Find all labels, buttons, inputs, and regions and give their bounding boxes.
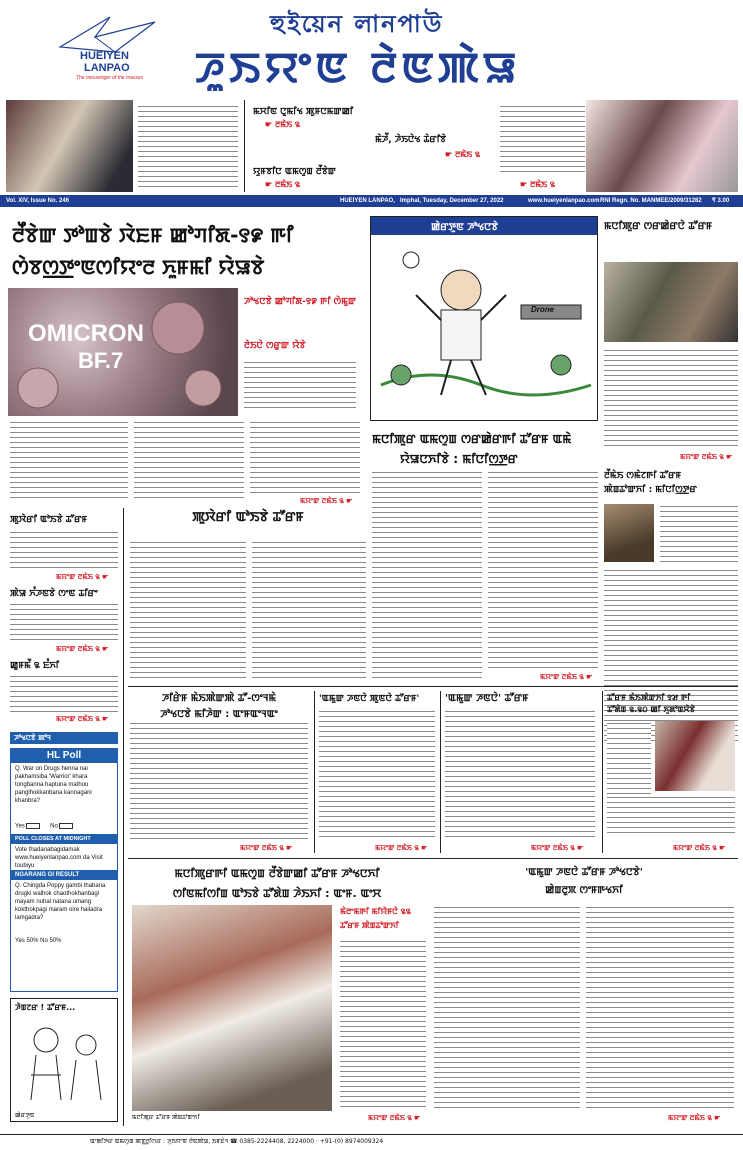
right-top-headline: ꯃꯅꯤꯄꯨꯔ ꯁꯔꯀꯥꯔꯅꯥ ꯊꯧꯔꯝ [604,221,713,232]
mid-left-body-1 [130,540,246,680]
cartoon-banner [371,217,597,235]
dateline-vol: Vol. XIV, Issue No. 246 [6,198,70,204]
hl-poll [10,748,118,992]
teaser-4-text [500,104,585,174]
story-4-head-1: ꯊꯧꯔꯝ ꯃꯥꯏꯄꯥꯛꯈꯤ ꯱꯷ ꯒꯤ [607,693,691,702]
story-2-body [319,709,435,839]
poll-options [11,821,117,832]
bottom-caption: ꯃꯅꯤꯄꯨꯔ ꯊꯧꯔꯝ ꯄꯥꯡꯊꯣꯛꯈꯤ [132,1114,200,1121]
mid-left-headline [130,508,366,538]
lead-headline-2: ꯁꯥꯕꯁ꯭ꯇꯦꯟꯁꯤꯌꯦꯂ ꯈꯨꯝꯃꯤ ꯌꯥꯎꯕꯥ [12,255,265,279]
bottom-mid-head-2: ꯊꯧꯔꯝ ꯄꯥꯡꯊꯣꯛꯈꯤ [340,921,399,930]
right-top-more: ꯃꯌꯦꯛ ꯂꯃꯥꯏ ꯲ ☛ [680,452,733,461]
bottom-right-more: ꯃꯌꯦꯛ ꯂꯃꯥꯏ ꯲ ☛ [668,1113,721,1122]
poll-result-title: NGARANG GI RESULT [11,870,117,880]
bottom-right-head-1: 'ꯑꯃꯨꯛ ꯍꯟꯅꯥ ꯊꯧꯔꯝ ꯍꯣꯠꯅꯕꯥ' [525,867,643,878]
brief-1-headline: ꯄꯨꯋꯥꯔꯤ ꯑꯣꯏꯕꯥ ꯊꯧꯔꯝ [10,515,88,525]
left-column [6,508,124,1126]
logo-name-2: LANPAO [84,62,130,74]
lead-body-3 [250,420,360,496]
teaser-4-page: ☛ ꯂꯃꯥꯏ ꯲ [520,179,555,189]
brief-3-headline: ꯀꯨꯝꯃꯩ ꯲ ꯐꯪꯈꯤ [10,661,60,671]
bottom-right-body-1 [434,905,580,1111]
story-4-head-2: ꯊꯧꯗꯥꯡ ꯲.꯲꯰ ꯀꯤ ꯈꯨꯗꯣꯡꯆꯥꯕꯥ [607,705,695,714]
story-2 [314,691,436,853]
bottom-right-head-2: ꯀꯥꯡꯂꯨꯞ ꯁꯦꯝꯒꯠꯈꯤ [545,885,623,896]
story-3-more: ꯃꯌꯦꯛ ꯂꯃꯥꯏ ꯲ ☛ [531,843,584,852]
left-cartoon-drawing [11,1015,117,1111]
dateline-price: ₹ 3.00 [712,198,730,204]
omicron-variant: BF.7 [78,348,124,373]
logo-tagline: The messenger of the masses [76,75,144,81]
logo-name: HUEIYEN [80,50,129,62]
teaser-box-1 [244,100,492,192]
bottom-mid-more: ꯃꯌꯦꯛ ꯂꯃꯥꯏ ꯲ ☛ [368,1113,421,1122]
mid-left-body-2 [252,540,366,680]
poll-result-values: Yes 50% No 50% [15,937,62,944]
brief-2-headline: ꯄꯥꯎ ꯈꯪꯍꯟꯕꯥ ꯁꯦꯟ ꯊꯤꯔꯦ [10,589,98,599]
brief-3-more: ꯃꯌꯦꯛ ꯂꯃꯥꯏ ꯲ ☛ [56,714,109,723]
top-left-photo [6,100,133,192]
story-1 [130,691,308,853]
teaser-3-text: ꯌꯨꯝꯕꯤꯅ ꯑꯃꯁꯨꯡ ꯂꯩꯕꯥꯛ [253,167,336,177]
story-4-photo [655,721,735,791]
center-headline-2: ꯌꯥꯎꯅꯈꯤꯕꯥ : ꯃꯤꯅꯤꯁ꯭ꯇꯔ [400,452,518,466]
dateline-web: www.hueiyenlanpao.com [528,198,600,204]
center-body-1 [372,470,482,678]
brief-2-more: ꯃꯌꯦꯛ ꯂꯃꯥꯏ ꯲ ☛ [56,644,109,653]
story-4-more: ꯃꯌꯦꯛ ꯂꯃꯥꯏ ꯲ ☛ [673,843,726,852]
story-4-body [607,795,735,837]
footer-text: ꯑꯦꯗꯤꯇꯔ ꯑꯃꯁꯨꯡ ꯄꯕ꯭ꯂꯤꯁꯔ : ꯍꯨꯏꯌꯦꯟ ꯂꯥꯟꯄꯥꯎ, ꯏꯝꯐꯥꯜ ☎ 0385-2224408, 2224000 · +91-(0) 8974009324 [90,1138,384,1145]
poll-vote-info[interactable]: Vote thadanabagidamak www.hueiyenlanpao.com da Visit toubiyu [15,846,103,869]
bottom-mid-head-1: ꯃꯥꯂꯦꯃꯒꯤ ꯃꯤꯌꯥꯝꯅꯥ ꯲꯲ [340,907,411,916]
masthead-title-main: ꯍꯨꯏꯌꯦꯟ ꯂꯥꯟꯄꯥꯎ [195,43,521,92]
drone-label: Drone [531,305,555,314]
lead-subhead-2: ꯂꯥꯏꯅꯥ ꯁꯔꯨꯛ ꯌꯥꯕꯥ [244,341,306,351]
left-cartoon [10,998,118,1122]
right-story2-headline-2: ꯄꯥꯡꯊꯣꯛꯈꯤ : ꯃꯤꯅꯤꯁ꯭ꯇꯔ [604,485,697,495]
lead-body-1 [10,420,128,502]
poll-no-checkbox[interactable] [59,823,73,829]
story-1-head-2: ꯍꯣꯠꯅꯕꯥ ꯃꯤꯍꯥꯛ : ꯑꯦꯝꯑꯦꯜꯑꯦ [160,709,278,720]
masthead [0,0,743,100]
footer [0,1134,743,1150]
poll-result-question: Q. Chingda Poppy gambi thabana drugki walhok chaothokhanbagi mayam nuhal natana umang kokthokpagi maram oire hailadra lamgadra? [15,882,106,921]
story-2-more: ꯃꯌꯦꯛ ꯂꯃꯥꯏ ꯲ ☛ [375,843,428,852]
left-cartoon-caption: ꯀꯥꯔꯇꯨꯟ [15,1112,35,1119]
dateline-bar [0,195,743,207]
poll-yes-checkbox[interactable] [26,823,40,829]
story-3-head: 'ꯑꯃꯨꯛ ꯍꯟꯅꯥ' ꯊꯧꯔꯝ [445,693,529,704]
logo [50,12,170,92]
right-story2-headline-1: ꯂꯩꯃꯥꯏ ꯁꯃꯥꯖꯒꯤ ꯊꯧꯔꯝ [604,471,682,481]
cartoon-drawing [371,235,597,420]
story-4 [602,691,738,853]
mid-row [128,686,738,856]
lead-body-2 [134,420,244,502]
story-2-head: 'ꯑꯃꯨꯛ ꯍꯟꯅꯥ ꯄꯨꯟꯅꯥ ꯊꯧꯔꯝ' [319,694,420,704]
right-story2-body-side [660,504,738,564]
cartoon-panel [370,216,598,421]
story-1-more: ꯃꯌꯦꯛ ꯂꯃꯥꯏ ꯲ ☛ [240,843,293,852]
poll-yes-label: Yes [15,823,25,830]
dateline-place: Imphal, Tuesday, December 27, 2022 [400,198,504,204]
poll-no-label: No [50,823,58,830]
right-top-body [604,348,738,448]
top-left-text [138,104,238,188]
bottom-mid-body [340,939,426,1109]
lead-subhead-1: ꯍꯣꯠꯅꯕꯥ ꯀꯣꯚꯤꯗ-꯱꯹ ꯒꯤ ꯁꯥꯃꯨꯛ [244,297,357,307]
poll-question: Q. War on Drugs henna nai pakhamsiba 'Warrior' khara tongbanna haptuna mathou panglhokkanbana kannagani khanbra? [15,766,92,804]
brief-1-body [10,530,118,572]
teaser-3-page: ☛ ꯂꯃꯥꯏ ꯲ [265,179,300,189]
lead-subtext [244,360,356,410]
dateline-name: HUEIYEN LANPAO, [340,198,395,204]
story-3-body [445,709,595,839]
brief-4-headline: ꯍꯣꯠꯅꯕꯥ ꯄꯣꯜ [10,732,118,744]
brief-1-more: ꯃꯌꯦꯛ ꯂꯃꯥꯏ ꯲ ☛ [56,572,109,581]
teaser-1-text: ꯃꯆꯤꯟ ꯅꯨꯃꯤꯠ ꯄꯨꯝꯅꯃꯛꯀꯤ [253,107,354,117]
right-top-photo [604,262,738,342]
mid-left-headline-text: ꯄꯨꯋꯥꯔꯤ ꯑꯣꯏꯕꯥ ꯊꯧꯔꯝ [192,510,304,525]
right-story2-photo [604,504,654,562]
dateline-rni: RNI Regn. No. MANMEE/2009/31282 [600,198,702,204]
omicron-word: OMICRON [28,320,144,347]
poll-title: HL Poll [11,749,117,763]
bottom-section [128,858,738,1126]
lead-more: ꯃꯌꯦꯛ ꯂꯃꯥꯏ ꯲ ☛ [300,496,353,505]
omicron-photo [8,288,238,416]
center-more: ꯃꯌꯦꯛ ꯂꯃꯥꯏ ꯲ ☛ [540,672,593,681]
brief-2-body [10,602,118,644]
teaser-1-page: ☛ ꯂꯃꯥꯏ ꯲ [265,119,300,129]
bottom-headline-2: ꯁꯤꯟꯃꯤꯁꯤꯡ ꯑꯣꯏꯕꯥ ꯊꯧꯗꯥꯡ ꯍꯥꯏꯈꯤ : ꯑꯦꯝ. ꯑꯦꯆ [172,887,382,900]
story-1-head-1: ꯍꯤꯔꯥꯝ ꯃꯥꯏꯄꯥꯛꯄꯥ ꯊꯧ-ꯁꯦꯜꯃꯥ [161,693,276,704]
story-1-body [130,721,308,841]
center-headline-1: ꯃꯅꯤꯄꯨꯔ ꯑꯃꯁꯨꯡ ꯁꯔꯀꯥꯔꯒꯤ ꯊꯧꯔꯝ ꯑꯃꯥ [372,432,572,446]
brief-3-body [10,674,118,714]
lead-headline-1: ꯂꯩꯕꯥꯛ ꯇꯣꯡꯕꯥ ꯋꯥꯐꯝ ꯀꯣꯚꯤꯗ-꯱꯹ ꯒꯤ [12,223,294,247]
top-right-photo [586,100,738,192]
left-cartoon-head: ꯍꯥꯡꯖꯔ ! ꯊꯧꯔꯝ... [15,1003,76,1012]
bottom-right-body-2 [586,905,734,1111]
cartoon-banner-text: ꯀꯥꯔꯇꯨꯟ ꯍꯣꯠꯅꯕꯥ [431,222,498,233]
bottom-headline-1: ꯃꯅꯤꯄꯨꯔꯒꯤ ꯑꯃꯁꯨꯡ ꯂꯩꯕꯥꯛꯀꯤ ꯊꯧꯔꯝ ꯍꯣꯠꯅꯈꯤ [174,867,380,880]
teaser-2-text: ꯃꯥꯍꯩ, ꯍꯥꯏꯅꯥꯠ ꯊꯥꯔꯤꯕꯥ [375,135,447,145]
center-body-2 [488,470,598,670]
teaser-2-page: ☛ ꯂꯃꯥꯏ ꯲ [445,149,480,159]
bottom-photo [132,905,332,1111]
poll-closes: POLL CLOSES AT MIDNIGHT [11,834,117,844]
masthead-title-top: হুইয়েন লানপাউ [270,10,444,38]
story-3 [440,691,598,853]
